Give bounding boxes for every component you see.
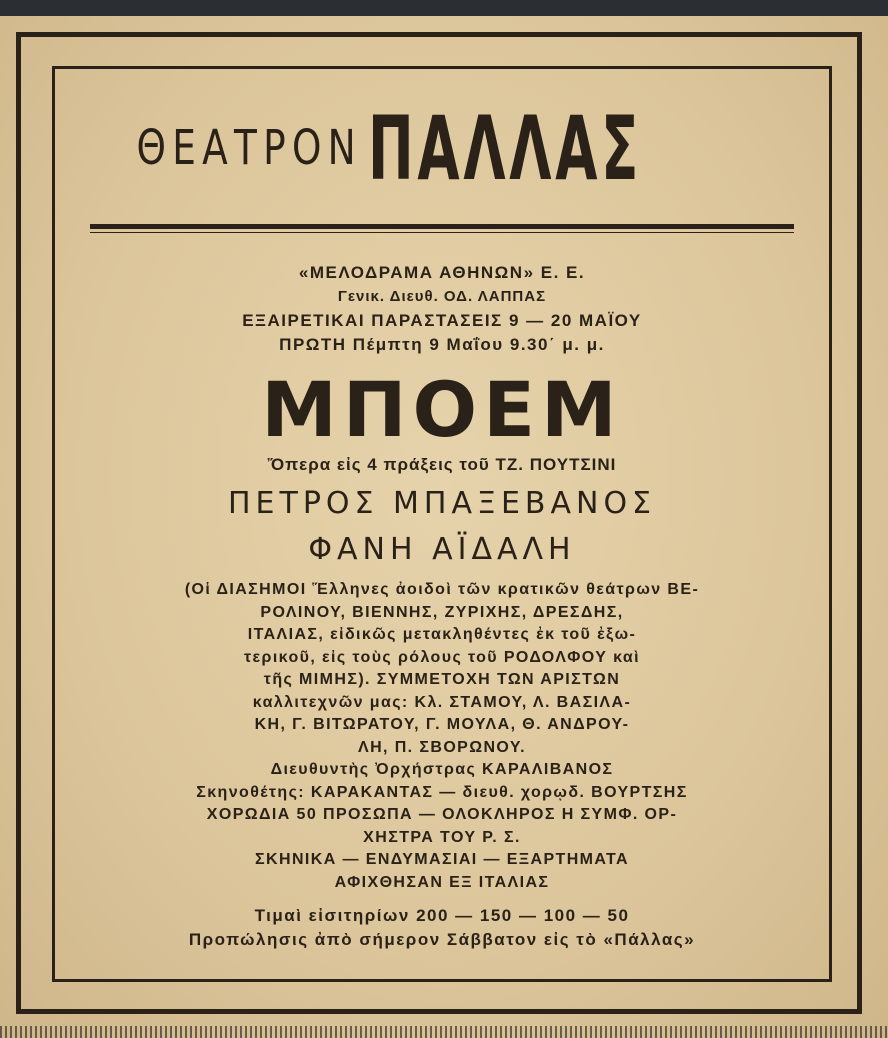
window-top-bar [0,0,888,16]
advertisement [86,90,798,970]
details-line: τερικοῦ, εἰς τοὺς ρόλους τοῦ ΡΟΔΟΛΦΟΥ καὶ [243,648,641,666]
details-line: ΧΟΡΩΔΙΑ 50 ΠΡΟΣΩΠΑ — ΟΛΟΚΛΗΡΟΣ Η ΣΥΜΦ. ΟΡ- [206,806,678,823]
premiere-line: ΠΡΩΤΗ Πέμπτη 9 Μαΐου 9.30΄ μ. μ. [279,335,605,354]
intro-block [86,261,798,357]
details-line: καλλιτεχνῶν μας: Κλ. ΣΤΑΜΟΥ, Λ. ΒΑΣΙΛΑ- [252,693,632,711]
details-line: ΧΗΣΤΡΑ ΤΟΥ Ρ. Σ. [363,828,521,846]
details-block [86,579,798,894]
details-line: ΚΗ, Γ. ΒΙΤΩΡΑΤΟΥ, Γ. ΜΟΥΛΑ, Θ. ΑΝΔΡΟΥ- [254,716,630,733]
director-line: Γενικ. Διευθ. ΟΔ. ΛΑΠΠΑΣ [337,288,547,305]
details-line: Σκηνοθέτης: ΚΑΡΑΚΑΝΤΑΣ — διευθ. χορῳδ. ΒΟΥΡΤΣΗΣ [196,783,688,801]
performances-line: ΕΞΑΙΡΕΤΙΚΑΙ ΠΑΡΑΣΤΑΣΕΙΣ 9 — 20 ΜΑΪΟΥ [242,311,642,330]
header-theatron: ΘΕΑΤΡΟΝ [137,120,363,176]
details-line: τῆς ΜΙΜΗΣ). ΣΥΜΜΕΤΟΧΗ ΤΩΝ ΑΡΙΣΤΩΝ [263,671,621,688]
opera-subtitle: Ὄπερα εἰς 4 πράξεις τοῦ ΤΖ. ΠΟΥΤΣΙΝΙ [267,455,617,474]
opera-title: ΜΠΟΕΜ [261,365,623,454]
theatre-header [86,90,798,206]
company-line: «ΜΕΛΟΔΡΑΜΑ ΑΘΗΝΩΝ» Ε. Ε. [298,263,586,282]
header-rule [90,224,794,229]
ticket-prices: Τιμαὶ εἰσιτηρίων 200 — 150 — 100 — 50 [254,906,630,925]
details-line: ΙΤΑΛΙΑΣ, εἰδικῶς μετακληθέντες ἐκ τοῦ ἐξω- [247,626,637,643]
presale-line: Προπώλησις ἀπὸ σήμερον Σάββατον εἰς τὸ «Πάλλας» [188,930,696,949]
details-line: ΣΚΗΝΙΚΑ — ΕΝΔΥΜΑΣΙΑΙ — ΕΞΑΡΤΗΜΑΤΑ [255,851,629,868]
details-line: ΛΗ, Π. ΣΒΟΡΩΝΟΥ. [358,738,526,756]
details-line: Διευθυντὴς Ὀρχήστρας ΚΑΡΑΛΙΒΑΝΟΣ [270,761,614,778]
cast-block [86,481,798,573]
details-line: (Οἱ ΔΙΑΣΗΜΟΙ Ἕλληνες ἀοιδοὶ τῶν κρατικῶν θεάτρων ΒΕ- [184,581,700,598]
header-rule-thin [90,232,794,233]
bottom-border-dots [0,1026,888,1038]
prices-block [86,904,798,952]
details-line: ΑΦΙΧΘΗΣΑΝ ΕΞ ΙΤΑΛΙΑΣ [334,873,550,891]
cast-line: ΠΕΤΡΟΣ ΜΠΑΞΕΒΑΝΟΣ [227,486,657,521]
header-pallas: ΠΑΛΛΑΣ [368,96,643,200]
details-line: ΡΟΛΙΝΟΥ, ΒΙΕΝΝΗΣ, ΖΥΡΙΧΗΣ, ΔΡΕΣΔΗΣ, [260,603,624,621]
cast-line: ΦΑΝΗ ΑΪΔΑΛΗ [308,532,576,567]
